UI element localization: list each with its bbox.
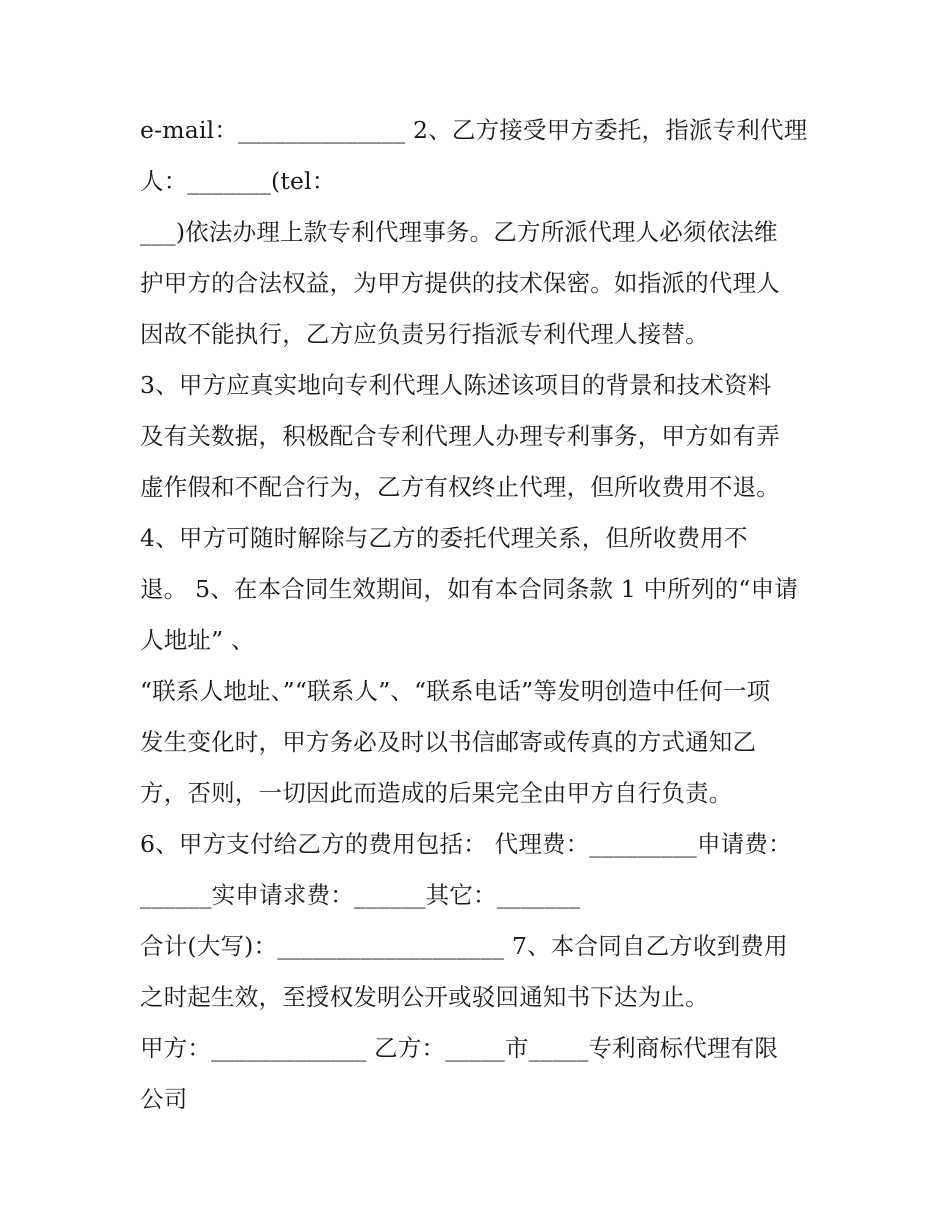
text-line: 之时起生效，至授权发明公开或驳回通知书下达为止。 xyxy=(140,983,709,1011)
text-line: 公司 xyxy=(140,1085,188,1113)
text-line: 因故不能执行，乙方应负责另行指派专利代理人接替。 xyxy=(140,320,709,348)
text-line: 3、甲方应真实地向专利代理人陈述该项目的背景和技术资料 xyxy=(140,371,772,399)
text-line: 及有关数据，积极配合专利代理人办理专利事务，甲方如有弄 xyxy=(140,422,780,450)
text-line: 方，否则，一切因此而造成的后果完全由甲方自行负责。 xyxy=(140,779,733,807)
text-line: ___)依法办理上款专利代理事务。乙方所派代理人必须依法维 xyxy=(140,218,778,246)
text-line: 4、甲方可随时解除与乙方的委托代理关系，但所收费用不 xyxy=(140,524,748,552)
text-line: 人地址” 、 xyxy=(140,626,255,654)
text-line: 甲方：_____________ 乙方：_____市_____专利商标代理有限 xyxy=(140,1034,779,1062)
text-line: 合计(大写)：___________________ 7、本合同自乙方收到费用 xyxy=(140,932,788,960)
text-line: ______实申请求费：______其它：_______ xyxy=(140,881,581,909)
text-line: 人：_______(tel： xyxy=(140,167,336,195)
text-line: “联系人地址、”“联系人”、“联系电话”等发明创造中任何一项 xyxy=(140,677,771,705)
text-line: 虚作假和不配合行为，乙方有权终止代理，但所收费用不退。 xyxy=(140,473,780,501)
text-line: 发生变化时，甲方务必及时以书信邮寄或传真的方式通知乙 xyxy=(140,728,757,756)
text-line: e-mail：______________ 2、乙方接受甲方委托，指派专利代理 xyxy=(140,116,808,144)
text-line: 护甲方的合法权益，为甲方提供的技术保密。如指派的代理人 xyxy=(140,269,780,297)
text-line: 退。 5、在本合同生效期间，如有本合同条款 1 中所列的“申请 xyxy=(140,575,799,603)
text-line: 6、甲方支付给乙方的费用包括： 代理费：_________申请费： xyxy=(140,830,792,858)
